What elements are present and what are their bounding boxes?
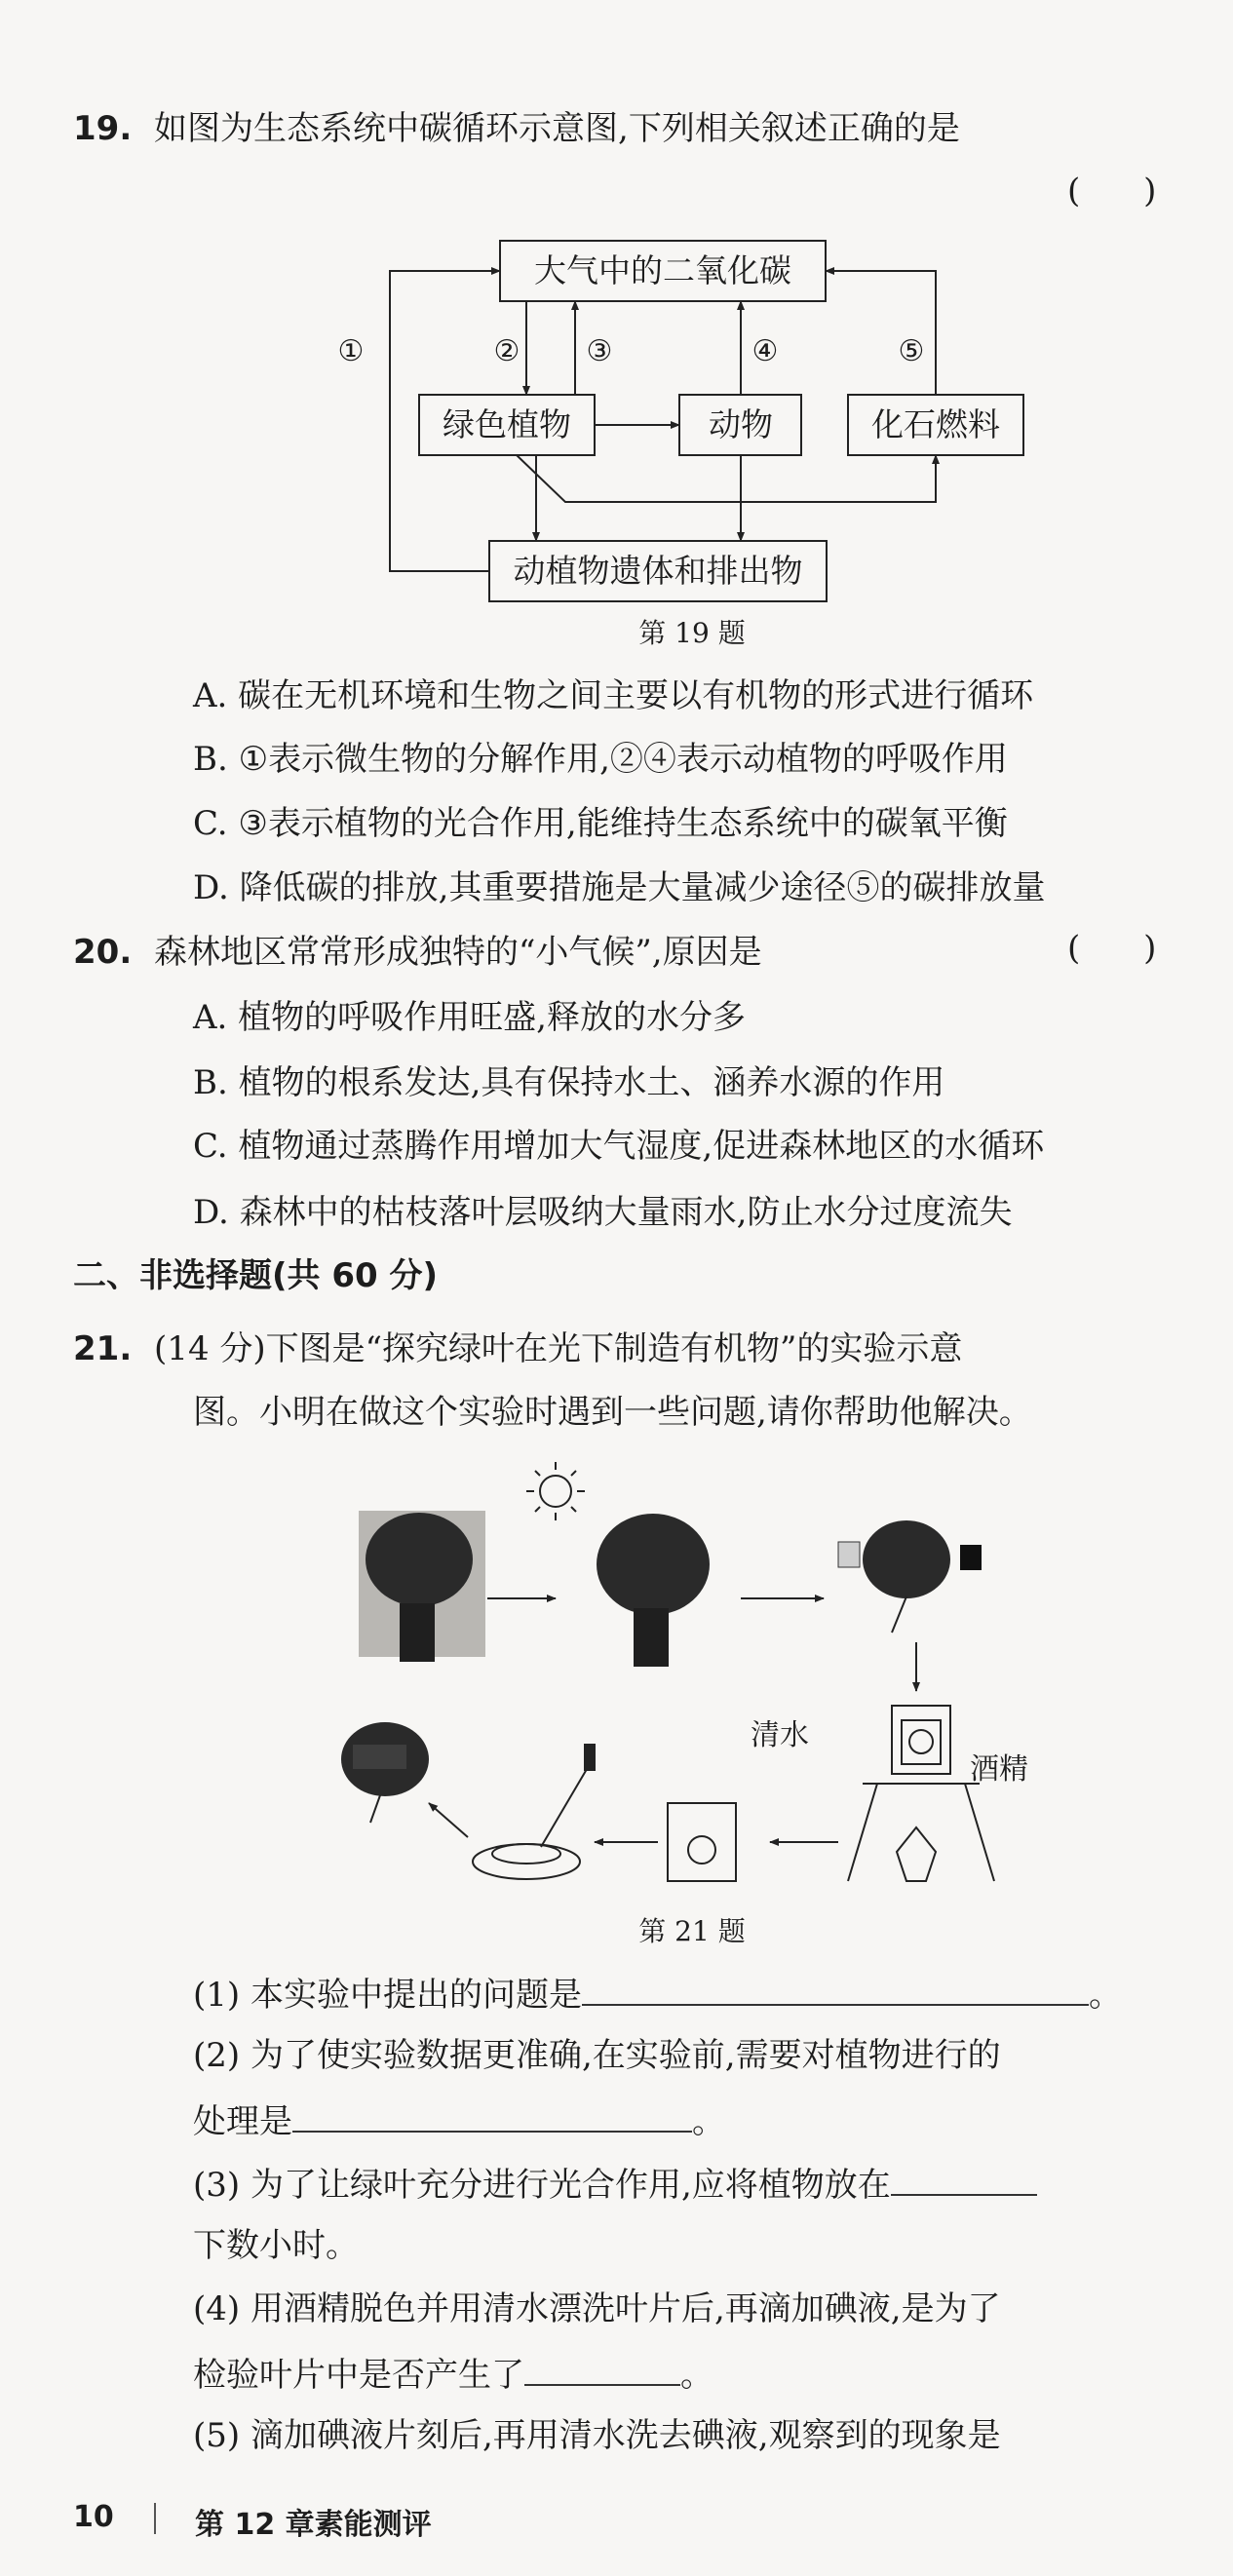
label-circle-5: ⑤: [898, 334, 925, 368]
q21-stem-line1: [73, 1326, 962, 1372]
q19-option-d: D. 降低碳的排放,其重要措施是大量减少途径⑤的碳排放量: [193, 868, 1046, 907]
section-heading: 二、非选择题(共 60 分): [73, 1256, 439, 1295]
label-remains: 动植物遗体和排出物: [513, 552, 803, 590]
q19-option-b: B. ①表示微生物的分解作用,②④表示动植物的呼吸作用: [193, 740, 1008, 779]
q21-sub1-end: 。: [1088, 1976, 1122, 2015]
q21-sub2-line1: (2) 为了使实验数据更准确,在实验前,需要对植物进行的: [193, 2036, 1001, 2075]
q21-sub5-line1: (5) 滴加碘液片刻后,再用清水洗去碘液,观察到的现象是: [193, 2416, 1001, 2455]
label-circle-4: ④: [751, 334, 779, 368]
arrow-plants-fossil: [517, 455, 936, 502]
q21-caption: 第 21 题: [638, 1915, 746, 1947]
q21-sub1: [193, 1969, 1122, 2019]
experiment-figure: [331, 1452, 1092, 1901]
q21-sub2-text: 处理是: [193, 2102, 292, 2141]
q21-sub4-line1: (4) 用酒精脱色并用清水漂洗叶片后,再滴加碘液,是为了: [193, 2289, 1001, 2328]
label-alcohol: 酒精: [970, 1752, 1028, 1787]
q20-stem: [73, 929, 762, 976]
q20-option-a: A. 植物的呼吸作用旺盛,释放的水分多: [193, 998, 746, 1037]
arrow-5: [826, 271, 936, 395]
carbon-cycle-diagram: [337, 229, 1053, 638]
leaf-picking: [838, 1520, 982, 1633]
q19-caption: 第 19 题: [638, 617, 746, 649]
q20-option-c: C. 植物通过蒸腾作用增加大气湿度,促进森林地区的水循环: [193, 1127, 1045, 1166]
q21-sub3-line1: [193, 2159, 1037, 2209]
q19-option-a: A. 碳在无机环境和生物之间主要以有机物的形式进行循环: [193, 676, 1034, 715]
q21-sub4-line2: [193, 2349, 713, 2399]
q21-sub3-line2: 下数小时。: [193, 2226, 359, 2265]
label-circle-2: ②: [493, 334, 520, 368]
label-animals: 动物: [709, 405, 773, 443]
chapter-title: 第 12 章素能测评: [195, 2508, 432, 2542]
result-leaf: [341, 1722, 429, 1823]
q19-option-c: C. ③表示植物的光合作用,能维持生态系统中的碳氧平衡: [193, 804, 1008, 843]
q19-answer-bracket: ( ): [1067, 172, 1157, 211]
label-clear-water: 清水: [751, 1718, 809, 1752]
q20-stem-text: 森林地区常常形成独特的“小气候”,原因是: [154, 933, 762, 972]
q20-option-d: D. 森林中的枯枝落叶层吸纳大量雨水,防止水分过度流失: [193, 1193, 1013, 1232]
label-green-plants: 绿色植物: [443, 405, 571, 443]
petri-dish-dropper: [473, 1745, 595, 1879]
q21-sub2-line2: [193, 2095, 725, 2145]
q21-sub2-blank[interactable]: [292, 2095, 692, 2133]
q21-sub2-end: 。: [692, 2102, 725, 2141]
dark-treatment-plant: [359, 1511, 485, 1662]
q21-sub3-text: (3) 为了让绿叶充分进行光合作用,应将植物放在: [193, 2166, 891, 2205]
q20-number: 20.: [73, 933, 133, 972]
q19-stem: [73, 105, 960, 152]
q20-option-b: B. 植物的根系发达,具有保持水土、涵养水源的作用: [193, 1063, 945, 1102]
q21-number: 21.: [73, 1329, 133, 1368]
rinse-beaker: [668, 1803, 736, 1881]
q19-number: 19.: [73, 109, 133, 148]
q21-stem-line2: 图。小明在做这个实验时遇到一些问题,请你帮助他解决。: [193, 1393, 1032, 1432]
q21-sub1-blank[interactable]: [582, 1969, 1089, 2006]
q21-sub4-end: 。: [680, 2356, 713, 2395]
q21-sub1-text: (1) 本实验中提出的问题是: [193, 1976, 582, 2015]
label-circle-3: ③: [586, 334, 613, 368]
light-plant: [597, 1514, 710, 1667]
label-circle-1: ①: [337, 334, 365, 368]
water-bath: [848, 1706, 994, 1881]
sun-icon: [526, 1462, 585, 1520]
label-fossil-fuels: 化石燃料: [871, 405, 1000, 443]
label-atmosphere-co2: 大气中的二氧化碳: [534, 251, 791, 289]
footer-divider: [154, 2503, 156, 2534]
q21-sub4-blank[interactable]: [524, 2349, 680, 2386]
q21-stem-text-1: (14 分)下图是“探究绿叶在光下制造有机物”的实验示意: [154, 1329, 963, 1368]
q21-sub4-text: 检验叶片中是否产生了: [193, 2356, 524, 2395]
q19-stem-text: 如图为生态系统中碳循环示意图,下列相关叙述正确的是: [154, 109, 960, 148]
q20-answer-bracket: ( ): [1067, 929, 1157, 968]
page-number: 10: [73, 2500, 114, 2534]
q21-sub3-blank[interactable]: [891, 2159, 1037, 2196]
